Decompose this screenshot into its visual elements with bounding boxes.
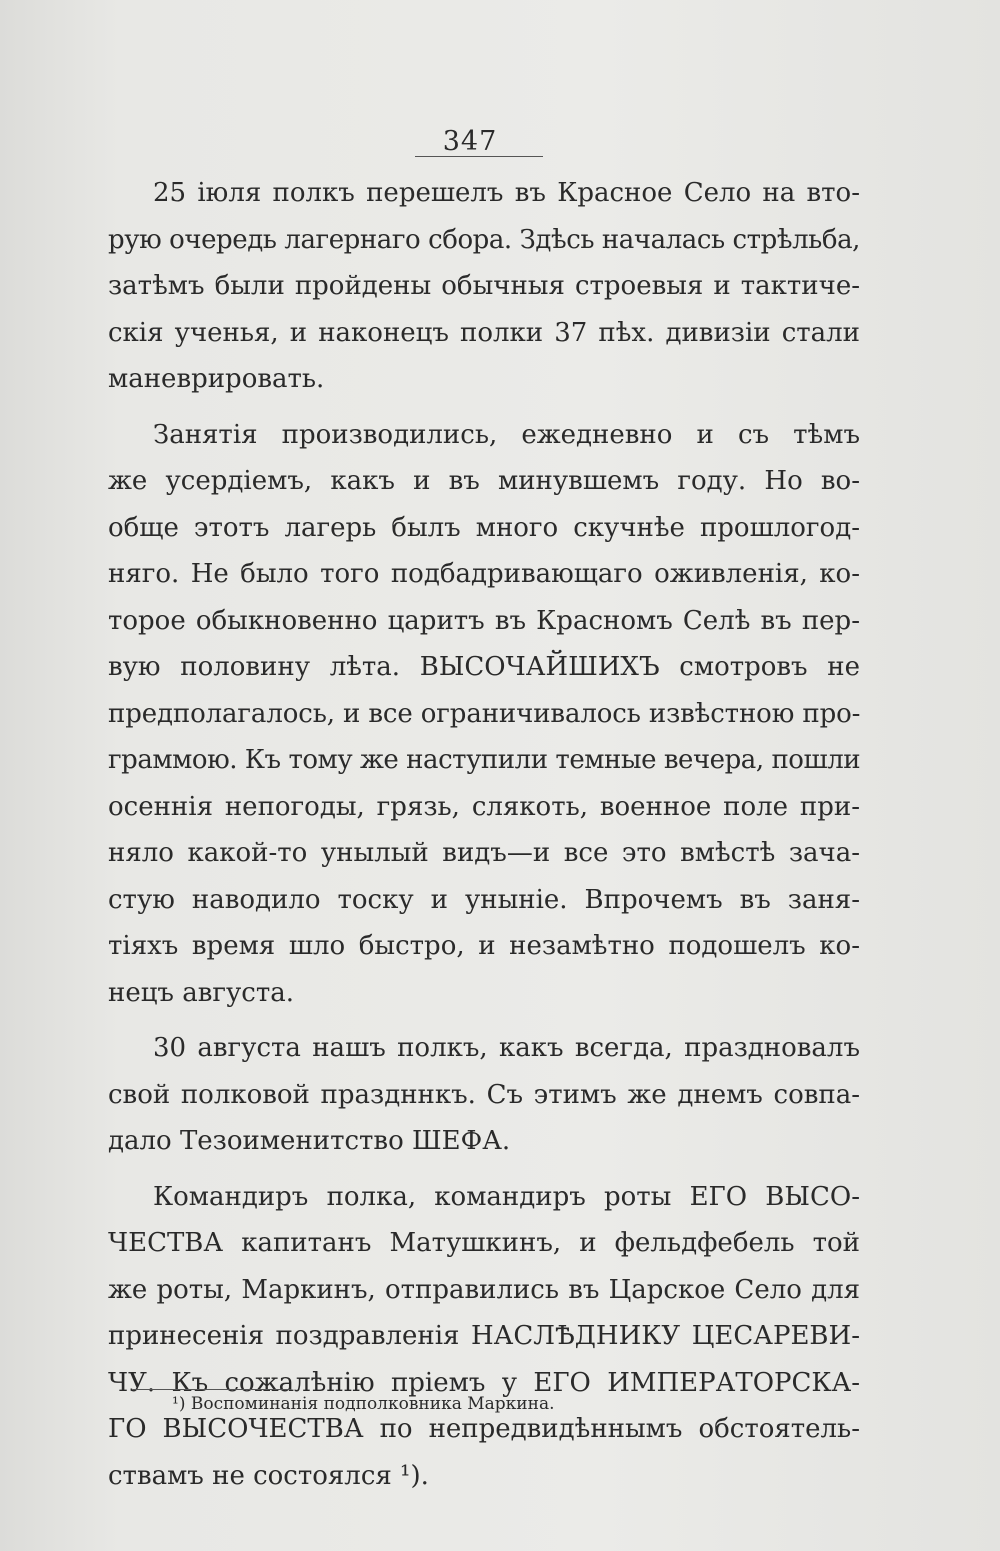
text-line: принесенія поздравленія НАСЛѢДНИКУ ЦЕСАРЕВИ-	[108, 1321, 860, 1351]
text-line: дало Тезоименитство ШЕФА.	[108, 1126, 511, 1156]
paragraph-3	[108, 1025, 860, 1165]
page-number-rule	[415, 156, 543, 157]
text-line: же усердіемъ, какъ и въ минувшемъ году. Но во-	[108, 466, 860, 496]
paragraph-2	[108, 412, 860, 1017]
text-line: тіяхъ время шло быстро, и незамѣтно подошелъ ко-	[108, 931, 860, 961]
text-line: Командиръ полка, командиръ роты ЕГО ВЫСО-	[153, 1181, 860, 1212]
text-line: скія ученья, и наконецъ полки 37 пѣх. дивизіи стали	[108, 317, 860, 348]
text-line: ствамъ не состоялся ¹).	[108, 1460, 429, 1491]
text-line: предполагалось, и все ограничивалось извѣстною про-	[108, 698, 861, 729]
text-line: Занятія производились, ежедневно и съ тѣмъ	[153, 419, 860, 450]
body-text	[108, 170, 860, 1508]
text-line: стую наводило тоску и уныніе. Впрочемъ въ заня-	[108, 884, 860, 915]
text-line: ГО ВЫСОЧЕСТВА по непредвидѣннымъ обстоятель-	[108, 1414, 860, 1444]
text-line: нецъ августа.	[108, 977, 295, 1008]
footnote: ¹) Воспоминанія подполковника Маркина.	[172, 1394, 555, 1414]
paragraph-4	[108, 1174, 860, 1500]
text-line: же роты, Маркинъ, отправились въ Царское Село для	[108, 1274, 860, 1305]
text-line: ЧЕСТВА капитанъ Матушкинъ, и фельдфебель той	[108, 1228, 860, 1258]
text-line: торое обыкновенно царитъ въ Красномъ Селѣ въ пер-	[108, 605, 860, 636]
text-line: няло какой-то унылый видъ—и все это вмѣстѣ зача-	[108, 838, 860, 868]
text-line: ЧУ. Къ сожалѣнію пріемъ у ЕГО ИМПЕРАТОРСКА-	[108, 1367, 860, 1398]
paragraph-1	[108, 170, 860, 403]
text-line: маневрировать.	[108, 364, 325, 394]
page-number: 347	[442, 126, 498, 157]
text-line: свой полковой праздннкъ. Съ этимъ же днемъ совпа-	[108, 1079, 860, 1110]
text-line: обще этотъ лагерь былъ много скучнѣе прошлогод-	[108, 512, 860, 543]
text-line: 30 августа нашъ полкъ, какъ всегда, праздновалъ	[153, 1033, 860, 1063]
text-line: осеннія непогоды, грязь, слякоть, военное поле при-	[108, 791, 860, 822]
text-line: няго. Не было того подбадривающаго оживленія, ко-	[108, 559, 860, 589]
footnote-rule	[133, 1389, 291, 1390]
text-line: граммою. Къ тому же наступили темные вечера, пошли	[108, 745, 861, 775]
text-line: 25 іюля полкъ перешелъ въ Красное Село на вто-	[153, 178, 860, 208]
text-line: рую очередь лагернаго сбора. Здѣсь началась стрѣльба,	[108, 224, 860, 255]
text-line: затѣмъ были пройдены обычныя строевыя и тактиче-	[108, 271, 860, 301]
text-line: вую половину лѣта. ВЫСОЧАЙШИХЪ смотровъ не	[108, 652, 860, 682]
